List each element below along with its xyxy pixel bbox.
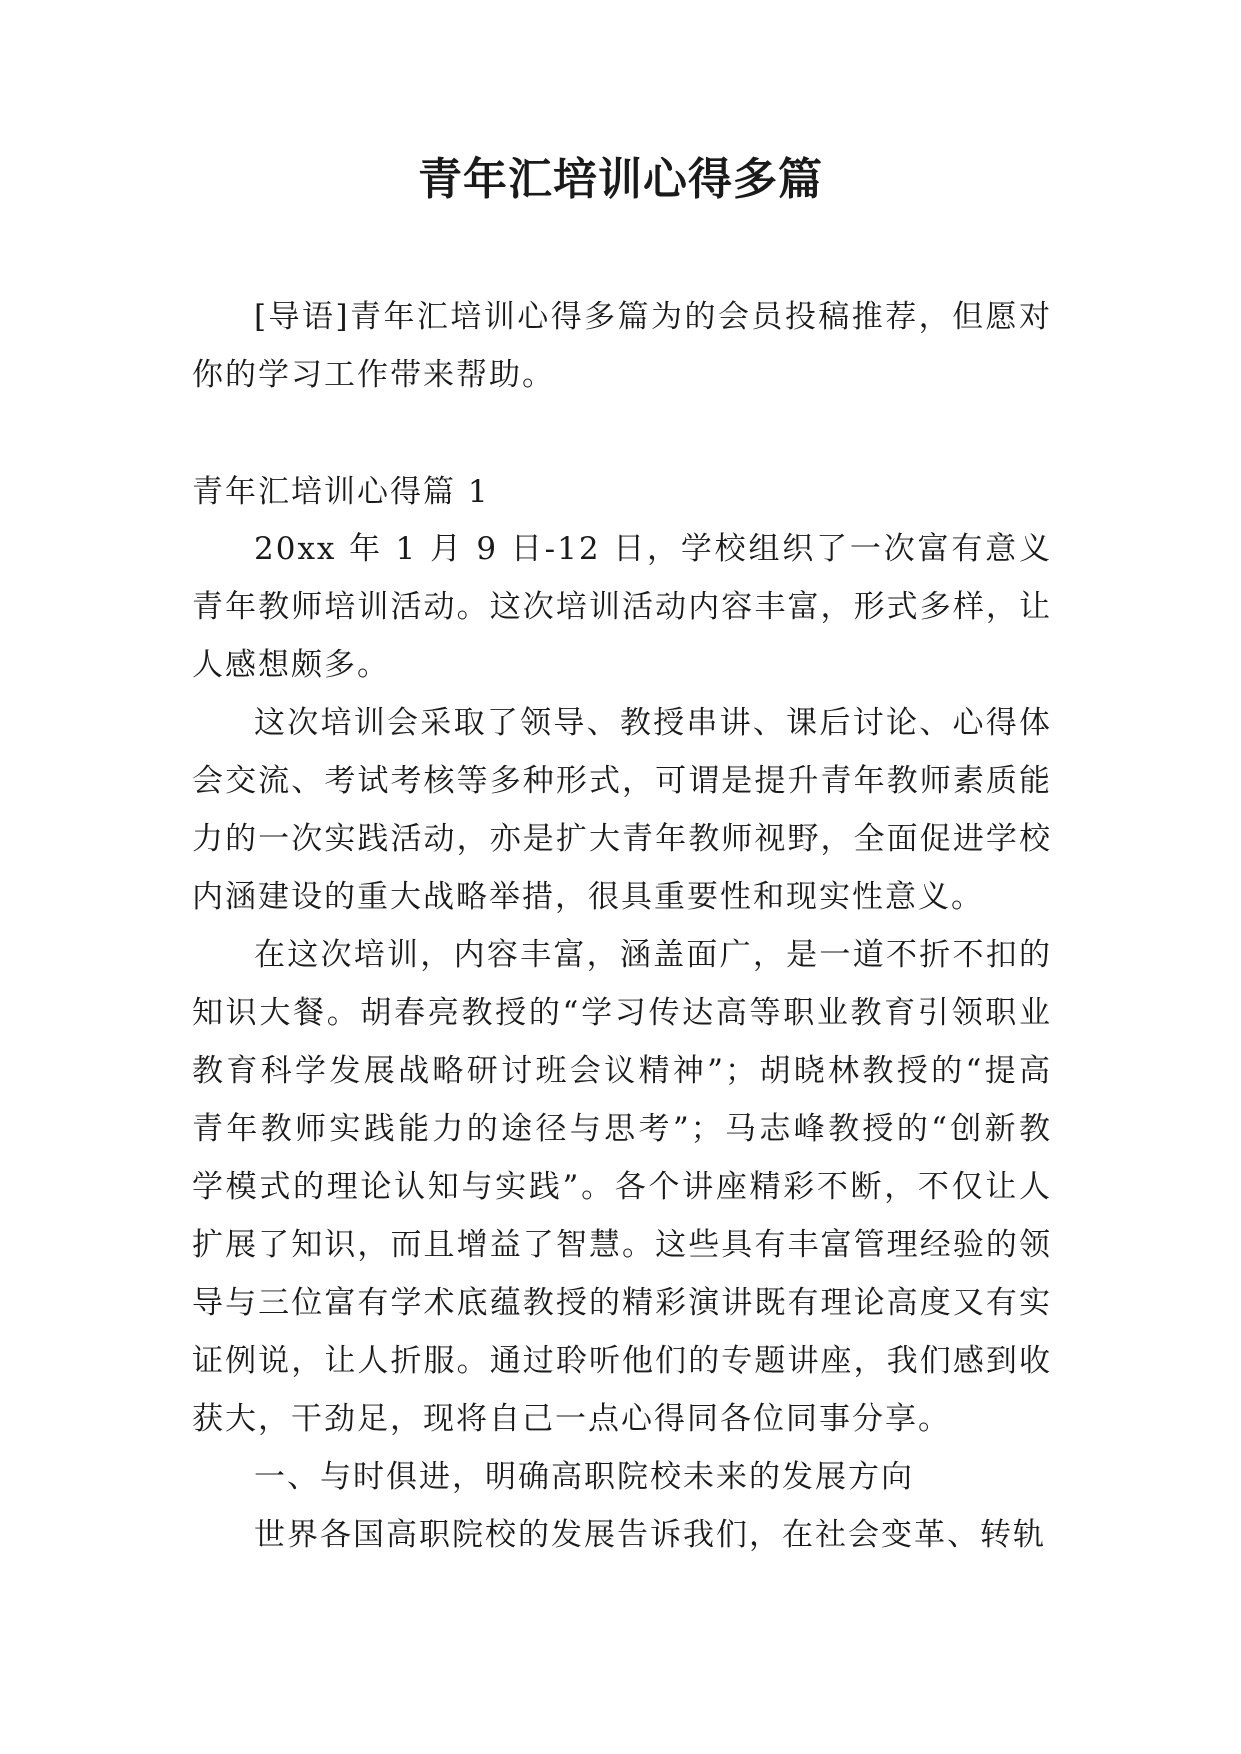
body-paragraph: 在这次培训，内容丰富，涵盖面广，是一道不折不扣的知识大餐。胡春亮教授的“学习传达高等职业教育引领职业教育科学发展战略研讨班会议精神”；胡晓林教授的“提高青年教师实践能力的途径与思考”；马志峰教授的“创新教学模式的理论认知与实践”。各个讲座精彩不断，不仅让人扩展了知识，而且增益了智慧。这些具有丰富管理经验的领导与三位富有学术底蕴教授的精彩演讲既有理论高度又有实证例说，让人折服。通过聆听他们的专题讲座，我们感到收获大，干劲足，现将自己一点心得同各位同事分享。 bbox=[192, 937, 1052, 1437]
section-heading-block bbox=[192, 463, 1052, 521]
body-paragraph: 20xx 年 1 月 9 日-12 日，学校组织了一次富有意义青年教师培训活动。这次培训活动内容丰富，形式多样，让人感想颇多。 bbox=[192, 531, 1052, 683]
body-paragraph: 世界各国高职院校的发展告诉我们，在社会变革、转轨 bbox=[254, 1517, 1046, 1553]
subsection-heading: 一、与时俱进，明确高职院校未来的发展方向 bbox=[254, 1459, 914, 1495]
intro-paragraph: [导语]青年汇培训心得多篇为的会员投稿推荐，但愿对你的学习工作带来帮助。 bbox=[192, 299, 1052, 393]
document-title: 青年汇培训心得多篇 bbox=[418, 154, 823, 205]
body-paragraph: 这次培训会采取了领导、教授串讲、课后讨论、心得体会交流、考试考核等多种形式，可谓是提升青年教师素质能力的一次实践活动，亦是扩大青年教师视野，全面促进学校内涵建设的重大战略举措，很具重要性和现实性意义。 bbox=[192, 705, 1052, 915]
section-heading: 青年汇培训心得篇 1 bbox=[192, 474, 490, 510]
intro-block bbox=[192, 288, 1052, 404]
body-content bbox=[192, 520, 1052, 1564]
